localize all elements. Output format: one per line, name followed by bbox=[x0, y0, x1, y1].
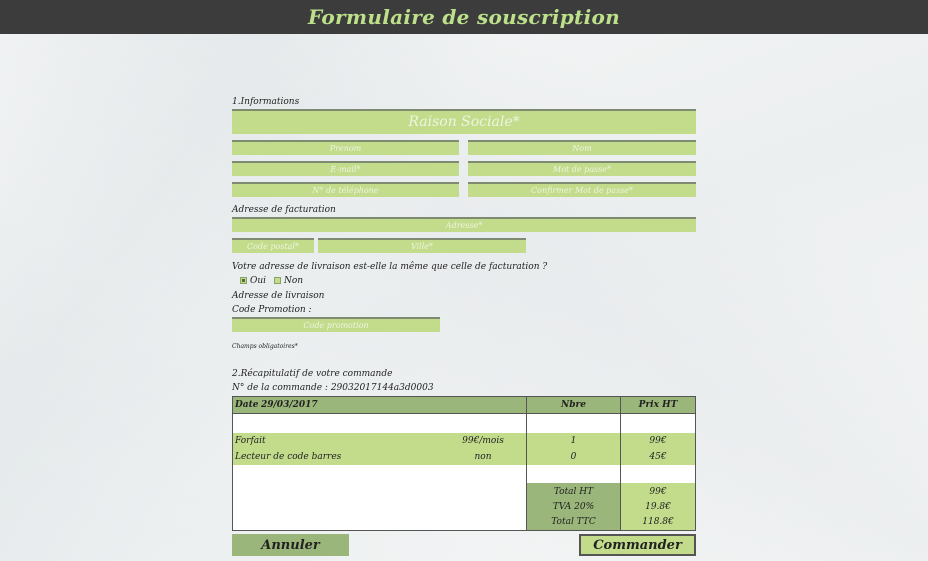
tva-value: 19.8€ bbox=[645, 501, 671, 512]
table-row bbox=[233, 433, 695, 449]
date-label: Date bbox=[235, 400, 259, 410]
required-fields-note: Champs obligatoires* bbox=[232, 343, 298, 350]
order-button[interactable]: Commander bbox=[579, 534, 696, 556]
column-divider bbox=[526, 397, 527, 530]
radio-yes[interactable] bbox=[240, 276, 266, 286]
table-row bbox=[233, 449, 695, 465]
password-input[interactable]: Mot de passe* bbox=[468, 161, 696, 176]
delivery-address-title: Adresse de livraison bbox=[232, 291, 325, 301]
total-ht-label: Total HT bbox=[553, 486, 594, 497]
item-price: 45€ bbox=[649, 452, 667, 462]
radio-yes-label: Oui bbox=[250, 276, 267, 286]
item-detail: 99€/mois bbox=[462, 436, 504, 446]
radio-yes-indicator[interactable] bbox=[240, 277, 247, 284]
address-input[interactable]: Adresse* bbox=[232, 217, 696, 232]
nom-input[interactable]: Nom bbox=[468, 140, 696, 155]
item-name: Forfait bbox=[235, 436, 266, 446]
item-qty: 0 bbox=[570, 452, 577, 462]
item-qty: 1 bbox=[570, 436, 577, 446]
total-row bbox=[233, 484, 695, 499]
section-informations-title: 1.Informations bbox=[232, 97, 300, 107]
section-summary-title: 2.Récapitulatif de votre commande bbox=[232, 369, 393, 379]
same-address-question: Votre adresse de livraison est-elle la même que celle de facturation ? bbox=[232, 262, 548, 272]
promo-title: Code Promotion : bbox=[232, 305, 312, 315]
total-row bbox=[233, 514, 695, 529]
date-value: 29/03/2017 bbox=[261, 400, 318, 410]
page-title: Formulaire de souscription bbox=[0, 0, 928, 34]
promo-code-input[interactable]: Code promotion bbox=[232, 317, 440, 332]
item-name: Lecteur de code barres bbox=[235, 452, 342, 462]
col-price-header: Prix HT bbox=[638, 400, 678, 410]
radio-no[interactable] bbox=[274, 276, 303, 286]
table-header-row bbox=[233, 397, 695, 414]
phone-input[interactable]: N° de téléphone bbox=[232, 182, 459, 197]
total-ttc-label: Total TTC bbox=[551, 516, 596, 527]
order-summary-table bbox=[232, 396, 696, 531]
radio-no-indicator[interactable] bbox=[274, 277, 281, 284]
confirm-password-input[interactable]: Confirmer Mot de passe* bbox=[468, 182, 696, 197]
email-input[interactable]: E-mail* bbox=[232, 161, 459, 176]
col-qty-header: Nbre bbox=[561, 400, 586, 410]
cancel-button[interactable]: Annuler bbox=[232, 534, 349, 556]
total-ht-value: 99€ bbox=[649, 486, 667, 497]
total-row bbox=[233, 499, 695, 514]
radio-no-label: Non bbox=[284, 276, 304, 286]
item-detail: non bbox=[474, 452, 492, 462]
postal-code-input[interactable]: Code postal* bbox=[232, 238, 314, 253]
total-ttc-value: 118.8€ bbox=[642, 516, 674, 527]
column-divider bbox=[620, 397, 621, 530]
raison-sociale-input[interactable]: Raison Sociale* bbox=[232, 109, 696, 134]
tva-label: TVA 20% bbox=[552, 501, 595, 512]
order-number: N° de la commande : 29032017144a3d0003 bbox=[232, 383, 434, 393]
city-input[interactable]: Ville* bbox=[318, 238, 526, 253]
billing-address-title: Adresse de facturation bbox=[232, 205, 336, 215]
prenom-input[interactable]: Prenom bbox=[232, 140, 459, 155]
item-price: 99€ bbox=[649, 436, 667, 446]
